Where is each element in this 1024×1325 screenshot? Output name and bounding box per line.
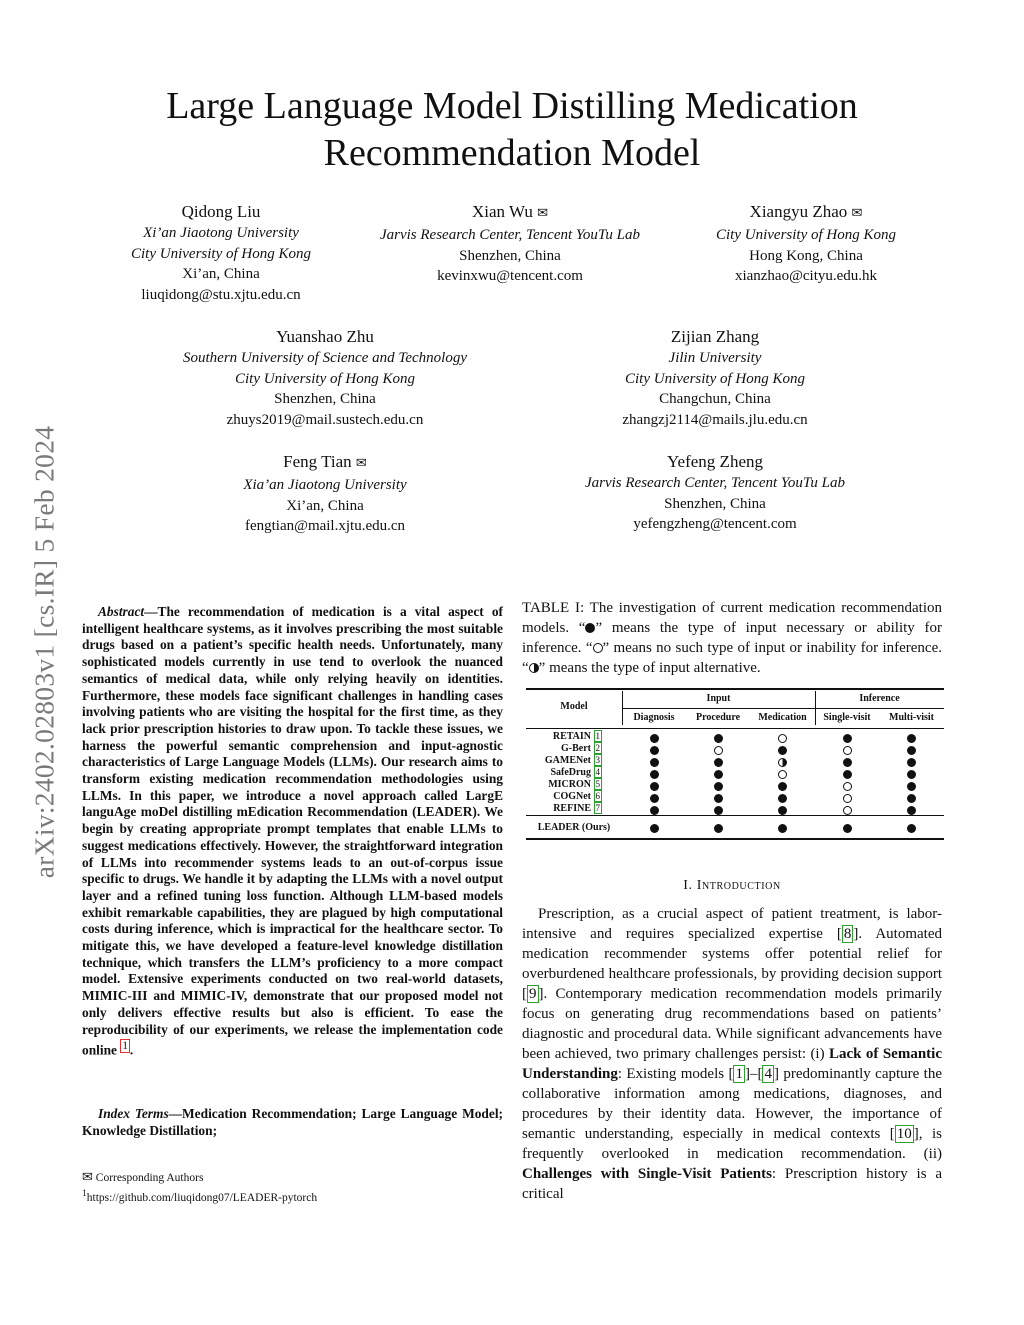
author-email[interactable]: zhangzj2114@mails.jlu.edu.cn — [622, 411, 808, 428]
full-circle-icon — [650, 758, 659, 767]
full-circle-icon — [650, 734, 659, 743]
full-circle-icon — [714, 782, 723, 791]
index-terms — [82, 1106, 503, 1139]
author-email[interactable]: zhuys2019@mail.sustech.edu.cn — [226, 411, 424, 428]
author-email[interactable]: xianzhao@cityu.edu.hk — [734, 268, 878, 285]
footnotes — [82, 1170, 503, 1206]
index-terms-label: Index Terms — [98, 1106, 169, 1121]
title-line-2: Recommendation Model — [323, 132, 701, 174]
table-cmidrule — [622, 708, 815, 709]
author-location: Changchun, China — [659, 391, 771, 408]
group-header-inference: Inference — [859, 693, 900, 704]
empty-circle-icon — [843, 806, 852, 815]
table-row-label: G-Bert 2 — [561, 743, 600, 754]
citation-link[interactable]: 7 — [595, 803, 600, 813]
table-row-label: GAMENet 3 — [544, 755, 600, 766]
half-circle-icon — [778, 758, 787, 767]
author-email[interactable]: kevinxwu@tencent.com — [437, 268, 583, 285]
full-circle-icon — [907, 824, 916, 833]
github-link[interactable]: https://github.com/liuqidong07/LEADER-pytorch — [86, 1191, 318, 1204]
author-block — [675, 201, 937, 287]
full-circle-icon — [778, 824, 787, 833]
group-header-input: Input — [706, 693, 731, 704]
full-circle-icon — [714, 794, 723, 803]
author-affiliation: Jilin University — [668, 350, 762, 366]
author-location: Hong Kong, China — [749, 247, 863, 264]
citation-link[interactable]: 5 — [595, 779, 600, 789]
full-circle-icon — [650, 746, 659, 755]
col-header-model: Model — [560, 701, 588, 712]
full-circle-icon — [843, 824, 852, 833]
full-circle-icon — [650, 770, 659, 779]
envelope-icon: ✉ — [537, 206, 548, 221]
full-circle-icon — [907, 806, 916, 815]
table-caption: TABLE I: The investigation of current medication recommendation models. “ ” means the type of input necessary or ability for inference. “ ” means no such type of input or inability for inference. “ ” means the type of input alternative. — [522, 600, 942, 676]
arxiv-stamp — [18, 378, 70, 926]
intro-paragraph: Prescription, as a crucial aspect of patient treatment, is labor-intensive and requires specialized expertise [ 8 ]. Automated medication recommender systems offer potential relief for overburdened healthcare professionals, by providing decision support [ 9 ]. Contemporary medication recommendation models primarily focus on generating drug recommendations based on patients’ diagnostic and procedural data. While significant advancements have been achieved, two primary challenges persist: (i) Lack of Semantic Understanding: Existing models [ 1 ]–[ 4 ] predominantly capture the collaborative information among medications, diagnoses, and procedures by their identity data. However, the importance of semantic understanding, especially in medical contexts [ 10 ], is frequently overlooked in medication recommendation. (ii) Challenges with Single-Visit Patients: Prescription history is a critical — [522, 906, 942, 1202]
full-circle-icon — [650, 824, 659, 833]
author-location: Xi’an, China — [286, 497, 364, 514]
empty-circle-icon — [843, 746, 852, 755]
table-cmidrule — [815, 708, 944, 709]
table-row-label: SafeDrug 4 — [550, 767, 600, 778]
index-terms-text: —Medication Recommendation; Large Language Model; Knowledge Distillation; — [82, 1106, 503, 1138]
section-heading: I. Introduction — [683, 878, 781, 893]
author-block — [140, 326, 510, 430]
table-rule — [526, 815, 944, 816]
author-email[interactable]: fengtian@mail.xjtu.edu.cn — [244, 518, 406, 535]
author-name: Xiangyu Zhao — [749, 202, 848, 221]
table-rule — [526, 728, 944, 729]
author-name: Feng Tian — [283, 452, 352, 471]
author-block — [570, 326, 860, 430]
author-affiliation: City University of Hong Kong — [235, 370, 415, 387]
full-circle-icon — [907, 770, 916, 779]
author-email[interactable]: liuqidong@stu.xjtu.edu.cn — [141, 286, 301, 303]
full-circle-icon — [714, 770, 723, 779]
author-name: Yefeng Zheng — [666, 452, 763, 471]
empty-circle-icon — [714, 746, 723, 755]
author-affiliation: City University of Hong Kong — [716, 227, 896, 243]
full-circle-icon — [843, 734, 852, 743]
full-circle-icon — [907, 734, 916, 743]
half-circle-icon — [529, 663, 539, 673]
author-location: Shenzhen, China — [274, 391, 376, 408]
author-email[interactable]: yefengzheng@tencent.com — [633, 516, 797, 533]
author-affiliation: Xia’an Jiaotong University — [243, 477, 407, 493]
full-circle-icon — [907, 782, 916, 791]
full-circle-icon — [907, 758, 916, 767]
citation-link[interactable]: 4 — [595, 767, 600, 777]
paper-title — [100, 83, 924, 177]
author-name: Yuanshao Zhu — [276, 327, 374, 346]
envelope-icon: ✉ — [82, 1170, 93, 1185]
footnote-corresponding: ✉ Corresponding Authors — [82, 1170, 204, 1185]
table-rule — [526, 838, 944, 840]
full-circle-icon — [778, 806, 787, 815]
citation-link[interactable]: 9 — [529, 986, 537, 1002]
comparison-table — [526, 688, 944, 840]
author-block — [180, 451, 470, 537]
author-block — [340, 201, 680, 287]
author-location: Shenzhen, China — [664, 495, 766, 512]
author-name: Qidong Liu — [181, 202, 261, 221]
col-header: Multi-visit — [889, 712, 934, 723]
full-circle-icon — [778, 746, 787, 755]
full-circle-icon — [585, 623, 595, 633]
author-affiliation: City University of Hong Kong — [625, 370, 805, 387]
challenge-2-title: Challenges with Single-Visit Patients — [522, 1166, 772, 1182]
abstract-text: —The recommendation of medication is a vital aspect of intelligent healthcare systems, as it involves prescribing the most suitable drugs based on a patient’s specific health needs. Unfortunately, many sophisticated models currently in use tend to overlook the nuanced semantics of medical data, while only relying heavily on identities. Furthermore, these models face significant challenges in handling cases involving patients who are visiting the hospital for the first time, as they lack prior prescription histories to draw upon. To tackle these issues, we harness the powerful semantic comprehension and input-agnostic characteristics of Large Language Models (LLMs). Our research aims to transform existing medication recommendation methodologies using LLMs. In this paper, we introduce a novel approach called LargE languAge moDel distilling mEdication Recommendation (LEADER). We begin by creating appropriate prompt templates that enable LLMs to suggest medications effectively. However, the straightforward integration of LLMs into recommender systems leads to an out-of-corpus issue specific to drugs. We handle it by adapting the LLMs with a novel output layer and a refined tuning loss function. Although LLM-based models exhibit remarkable capabilities, they are plagued by high computational costs during inference, which is impractical for the healthcare sector. To mitigate this, we have developed a feature-level knowledge distillation technique, which transfers the LLM’s proficiency to a more compact model. Extensive experiments conducted on two real-world datasets, MIMIC-III and MIMIC-IV, demonstrate that our proposed model not only delivers effective results but also is efficient. To ease the reproducibility of our experiments, we release the implementation code online — [82, 604, 503, 1058]
full-circle-icon — [778, 782, 787, 791]
full-circle-icon — [650, 806, 659, 815]
abstract-label: Abstract — [98, 604, 145, 619]
author-affiliation: Southern University of Science and Technology — [183, 350, 467, 366]
table-row-label-ours: LEADER (Ours) — [537, 822, 611, 833]
citation-link[interactable]: 10 — [896, 1126, 912, 1142]
full-circle-icon — [714, 734, 723, 743]
citation-link[interactable]: 4 — [764, 1066, 772, 1082]
author-affiliation: Jarvis Research Center, Tencent YouTu Lab — [584, 475, 845, 491]
table-row-label: REFINE 7 — [553, 803, 600, 814]
title-line-1: Large Language Model Distilling Medication — [166, 85, 858, 127]
full-circle-icon — [778, 794, 787, 803]
author-location: Xi’an, China — [182, 266, 260, 283]
full-circle-icon — [650, 794, 659, 803]
citation-link[interactable]: 6 — [595, 791, 600, 801]
table-row-label: RETAIN 1 — [552, 731, 600, 742]
citation-link[interactable]: 2 — [595, 743, 600, 753]
col-header: Procedure — [695, 712, 741, 723]
empty-circle-icon — [843, 782, 852, 791]
empty-circle-icon — [843, 794, 852, 803]
author-location: Shenzhen, China — [459, 247, 561, 264]
col-header: Single-visit — [823, 712, 871, 723]
author-block — [90, 201, 352, 305]
arxiv-id: arXiv:2402.02803v1 [cs.IR] 5 Feb 2024 — [28, 425, 60, 879]
table-row-label: MICRON 5 — [548, 779, 600, 790]
challenge-1-title: Lack of Semantic Understanding — [522, 1046, 942, 1082]
full-circle-icon — [714, 806, 723, 815]
author-affiliation: Jarvis Research Center, Tencent YouTu Lab — [379, 227, 640, 243]
author-name: Zijian Zhang — [670, 327, 760, 346]
empty-circle-icon — [593, 643, 603, 653]
abstract: Abstract—The recommendation of medication is a vital aspect of intelligent healthcare systems, as it involves prescribing the most suitable drugs based on a patient’s specific health needs. Unfortunately, many sophisticated models currently in use tend to overlook the nuanced semantics of medical data, while only relying heavily on identities. Furthermore, these models face significant challenges in handling cases involving patients who are visiting the hospital for the first time, as they lack prior prescription histories to draw upon. To tackle these issues, we harness the powerful semantic comprehension and input-agnostic characteristics of Large Language Models (LLMs). Our research aims to transform existing medication recommendation methodologies using LLMs. In this paper, we introduce a novel approach called LargE languAge moDel distilling mEdication Recommendation (LEADER). We begin by creating appropriate prompt templates that enable LLMs to suggest medications effectively. However, the straightforward integration of LLMs into recommender systems leads to an out-of-corpus issue specific to drugs. We handle it by adapting the LLMs with a novel output layer and a refined tuning loss function. Although LLM-based models exhibit remarkable capabilities, they are plagued by high computational costs during inference, which is impractical for the healthcare sector. To mitigate this, we have developed a feature-level knowledge distillation technique, which transfers the LLM’s proficiency to a more compact model. Extensive experiments conducted on two real-world datasets, MIMIC-III and MIMIC-IV, demonstrate that our proposed model not only delivers effective results but also is efficient. To ease the reproducibility of our experiments, we release the implementation code online $^1$ . — [82, 604, 503, 1058]
full-circle-icon — [907, 746, 916, 755]
full-circle-icon — [650, 782, 659, 791]
col-header: Diagnosis — [633, 712, 675, 723]
citation-link[interactable]: 8 — [843, 926, 852, 942]
full-circle-icon — [714, 758, 723, 767]
full-circle-icon — [843, 770, 852, 779]
author-name: Xian Wu — [471, 202, 533, 221]
envelope-icon: ✉ — [355, 456, 367, 471]
footnote-link[interactable]: 1 — [122, 1040, 128, 1053]
author-affiliation: Xi’an Jiaotong University — [143, 225, 299, 241]
full-circle-icon — [907, 794, 916, 803]
citation-link[interactable]: 1 — [735, 1066, 743, 1082]
empty-circle-icon — [778, 770, 787, 779]
citation-link[interactable]: 3 — [595, 755, 600, 765]
footnote-url: $^1$https://github.com/liuqidong07/LEADER-pytorch — [82, 1188, 318, 1204]
full-circle-icon — [843, 758, 852, 767]
table-row-label: COGNet 6 — [553, 791, 600, 802]
empty-circle-icon — [778, 734, 787, 743]
author-block — [555, 451, 875, 535]
author-affiliation: City University of Hong Kong — [131, 245, 311, 262]
envelope-icon: ✉ — [851, 206, 863, 221]
citation-link[interactable]: 1 — [595, 731, 600, 741]
full-circle-icon — [714, 824, 723, 833]
col-header: Medication — [758, 712, 807, 723]
table-rule — [526, 688, 944, 690]
